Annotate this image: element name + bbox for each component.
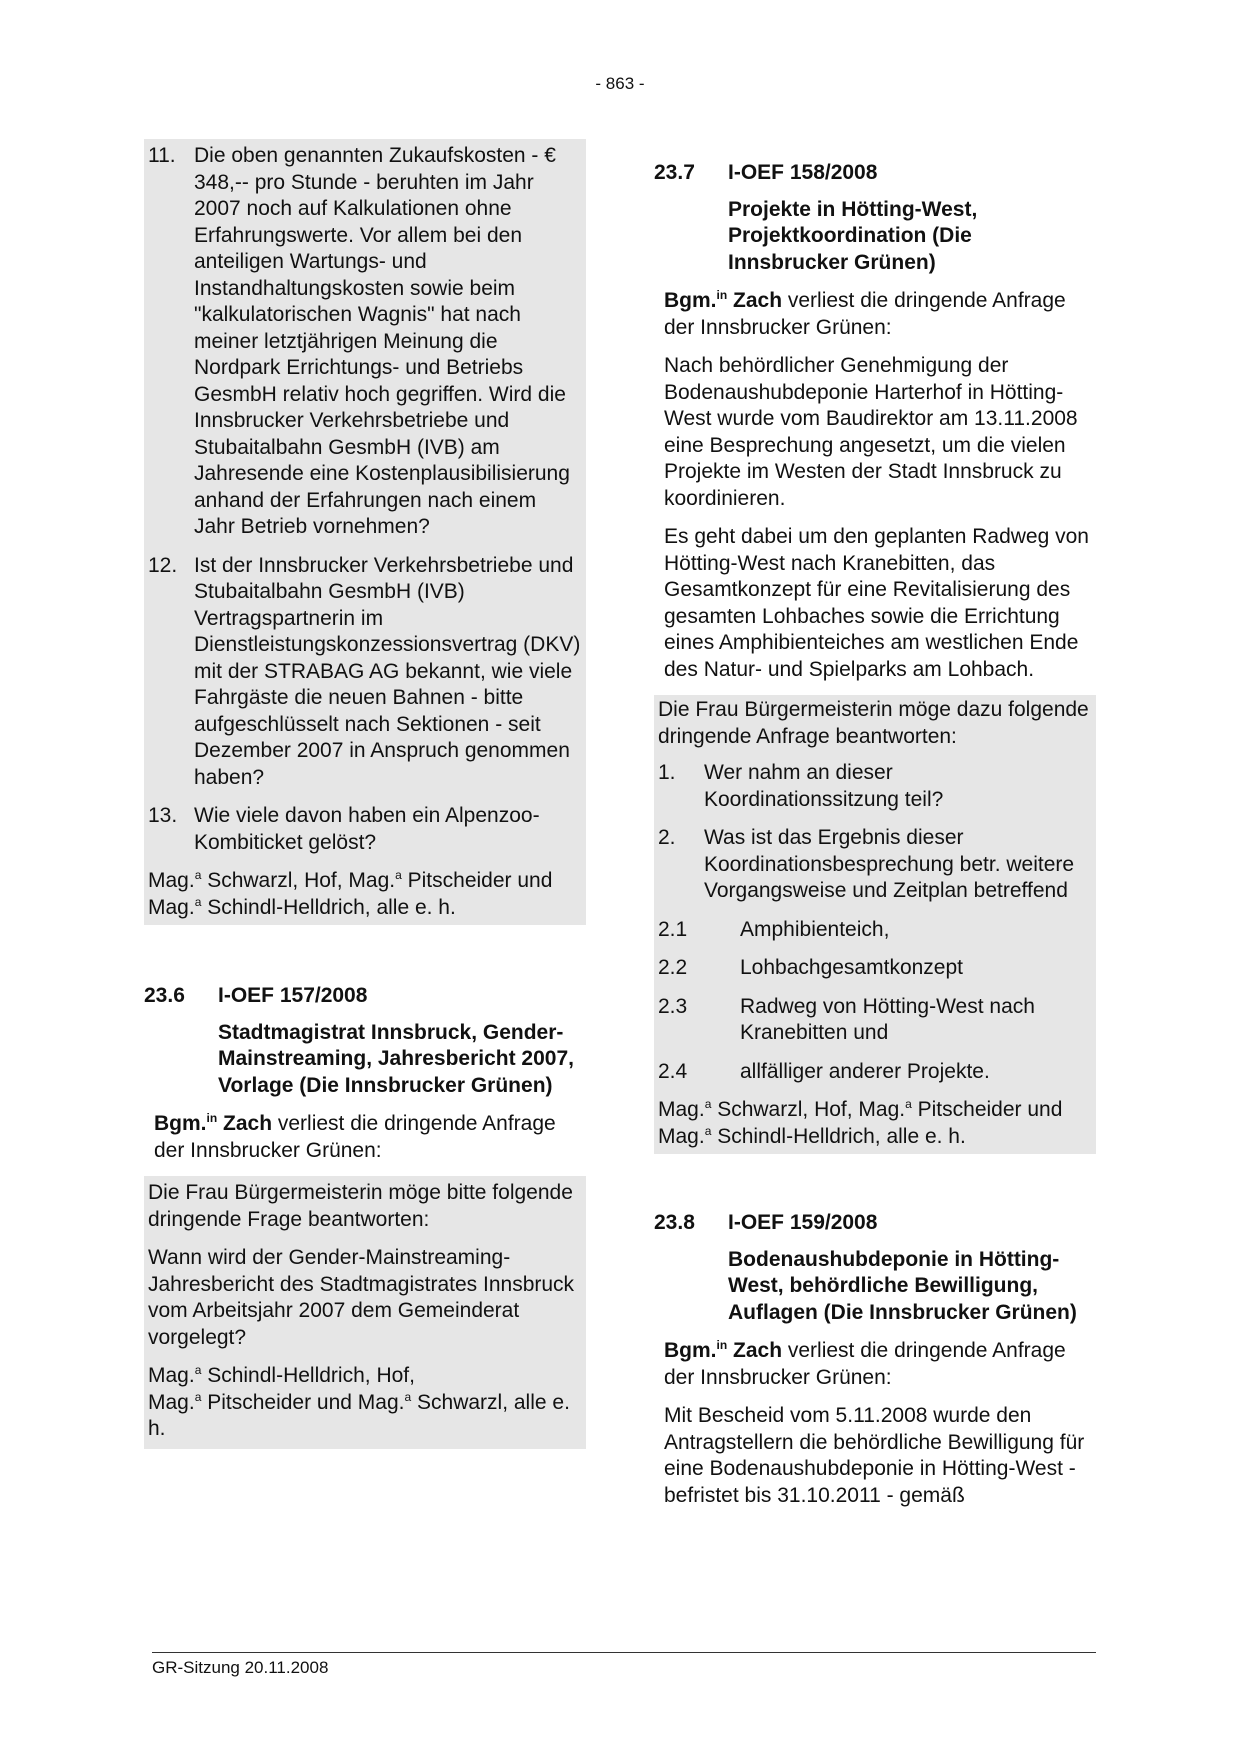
- section-code: I-OEF 158/2008: [728, 161, 878, 184]
- item-number: 11.: [148, 144, 176, 167]
- section-heading-23-8: [654, 1210, 1096, 1237]
- section-title: Bodenaushubdeponie in Hötting-West, behördliche Bewilligung, Auflagen (Die Innsbrucker Grünen): [728, 1247, 1077, 1324]
- sub-item-number: 2.3: [658, 994, 688, 1018]
- item-number: 12.: [148, 553, 178, 577]
- sub-list-item: [654, 949, 1096, 988]
- speaker-line: Bgm.$^{in}$ Zach verliest die dringende Anfrage der Innsbrucker Grünen:: [664, 288, 1066, 339]
- question-text: Wann wird der Gender-Mainstreaming-Jahresbericht des Stadtmagistrates Innsbruck vom Arbeitsjahr 2007 dem Gemeinderat vorgelegt?: [148, 1246, 575, 1349]
- question-block-continued: [144, 139, 586, 925]
- list-item: [654, 819, 1096, 911]
- paragraph: Nach behördlicher Genehmigung der Bodenaushubdeponie Harterhof in Hötting-West wurde vom Baudirektor am 13.11.2008 eine Besprechung angesetzt, um die vielen Projekte im Westen der Stadt Innsbruck zu koordinieren.: [664, 354, 1078, 510]
- left-column: [144, 145, 586, 1449]
- section-number: 23.7: [654, 161, 695, 184]
- item-text: Wie viele davon haben ein Alpenzoo-Kombiticket gelöst?: [194, 804, 540, 854]
- section-number: 23.6: [144, 984, 185, 1007]
- item-text: Ist der Innsbrucker Verkehrsbetriebe und Stubaitalbahn GesmbH (IVB) Vertragspartnerin im Dienstleistungskonzessionsvertrag (DKV) mit der STRABAG AG bekannt, wie viele Fahrgäste die neuen Bahnen - bitte aufgeschlüsselt nach Sektionen - seit Dezember 2007 in Anspruch genommen haben?: [194, 553, 581, 789]
- item-text: Die oben genannten Zukaufskosten - € 348,-- pro Stunde - beruhten im Jahr 2007 noch auf Kalkulationen ohne Erfahrungswerte. Vor allem bei den anteiligen Wartungs- und Instandhaltungskosten sowie beim "kalkulatorischen Wagnis" hat nach meiner letztjährigen Meinung die Nordpark Errichtungs- und Betriebs GesmbH relativ hoch gegriffen. Wird die Innsbrucker Verkehrsbetriebe und Stubaitalbahn GesmbH (IVB) am Jahresende eine Kostenplausibilisierung anhand der Erfahrungen nach einem Jahr Betrieb vornehmen?: [194, 144, 570, 538]
- item-text: Wer nahm an dieser Koordinationssitzung teil?: [704, 761, 944, 811]
- sub-item-text: Radweg von Hötting-West nach Kranebitten und: [740, 994, 1035, 1044]
- footer-divider: [152, 1652, 1096, 1653]
- request-text: Die Frau Bürgermeisterin möge bitte folgende dringende Frage beantworten:: [148, 1181, 573, 1231]
- sub-list-item: [654, 988, 1096, 1053]
- section-number: 23.8: [654, 1211, 695, 1234]
- paragraph: Mit Bescheid vom 5.11.2008 wurde den Antragstellern die behördliche Bewilligung für eine Bodenaushubdeponie in Hötting-West - befristet bis 31.10.2011 - gemäß: [664, 1404, 1085, 1507]
- footer-text: GR-Sitzung 20.11.2008: [152, 1658, 329, 1677]
- list-item: [144, 547, 586, 798]
- section-code: I-OEF 159/2008: [728, 1211, 878, 1234]
- sub-item-number: 2.4: [658, 1059, 688, 1083]
- sub-item-text: Amphibienteich,: [740, 917, 890, 941]
- list-item: [144, 797, 586, 862]
- item-number: 13.: [148, 804, 178, 827]
- speaker-line: Bgm.$^{in}$ Zach verliest die dringende Anfrage der Innsbrucker Grünen:: [664, 1338, 1066, 1389]
- sub-list-item: [654, 911, 1096, 950]
- paragraph: Es geht dabei um den geplanten Radweg von Hötting-West nach Kranebitten, das Gesamtkonzept für eine Revitalisierung des gesamten Lohbaches sowie die Errichtung eines Amphibienteiches am westlichen Ende des Natur- und Spielparks am Lohbach.: [664, 525, 1089, 681]
- page-number: - 863 -: [595, 74, 645, 93]
- section-heading-23-7: [654, 160, 1096, 187]
- section-title: Stadtmagistrat Innsbruck, Gender-Mainstreaming, Jahresbericht 2007, Vorlage (Die Innsbrucker Grünen): [218, 1020, 574, 1097]
- right-column: [654, 145, 1096, 1521]
- signature: Mag.$^a$ Schwarzl, Hof, Mag.$^a$ Pitscheider und Mag.$^a$ Schindl-Helldrich, alle e. h.: [148, 868, 553, 919]
- speaker-line: Bgm.$^{in}$ Zach verliest die dringende Anfrage der Innsbrucker Grünen:: [154, 1111, 556, 1162]
- sub-item-number: 2.2: [658, 956, 688, 979]
- section-heading-23-6: [144, 983, 586, 1010]
- sub-item-text: Lohbachgesamtkonzept: [740, 956, 963, 979]
- item-number: 2.: [658, 826, 676, 849]
- sub-list-item: [654, 1053, 1096, 1092]
- list-item: [144, 139, 586, 547]
- sub-item-number: 2.1: [658, 917, 688, 941]
- section-title: Projekte in Hötting-West, Projektkoordination (Die Innsbrucker Grünen): [728, 197, 978, 274]
- question-block: [144, 1176, 586, 1449]
- section-code: I-OEF 157/2008: [218, 984, 368, 1007]
- signature: Mag.$^a$ Schindl-Helldrich, Hof, Mag.$^a$ Pitscheider und Mag.$^a$ Schwarzl, alle e. h.: [148, 1363, 570, 1440]
- question-block: [654, 695, 1096, 1154]
- sub-item-text: allfälliger anderer Projekte.: [740, 1059, 990, 1083]
- list-item: [654, 754, 1096, 819]
- signature: Mag.$^a$ Schwarzl, Hof, Mag.$^a$ Pitscheider und Mag.$^a$ Schindl-Helldrich, alle e. h.: [658, 1097, 1063, 1148]
- item-text: Was ist das Ergebnis dieser Koordinationsbesprechung betr. weitere Vorgangsweise und Zeitplan betreffend: [704, 826, 1075, 902]
- item-number: 1.: [658, 761, 676, 784]
- request-text: Die Frau Bürgermeisterin möge dazu folgende dringende Anfrage beantworten:: [658, 698, 1089, 748]
